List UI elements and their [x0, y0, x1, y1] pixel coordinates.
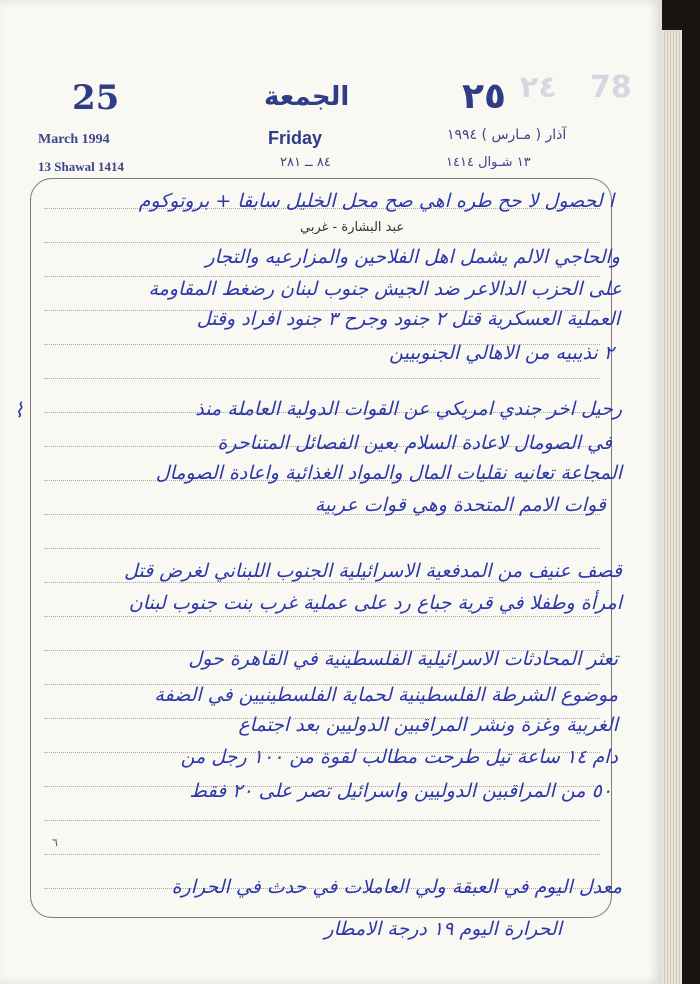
- handwritten-line: امرأة وطفلا في قرية جباع رد على عملية غرب بنت جنوب لبنان: [128, 592, 622, 614]
- handwritten-line: قصف عنيف من المدفعية الاسرائيلية الجنوب اللبناني لغرض قتل: [124, 560, 622, 582]
- ruled-line: [44, 276, 600, 277]
- handwritten-line: والحاجي الالم يشمل اهل الفلاحين والمزارعيه والتجار: [205, 246, 620, 268]
- handwritten-line: موضوع الشرطة الفلسطينية لحماية الفلسطينيين في الضفة: [154, 684, 618, 706]
- page-number: ٦: [52, 836, 58, 849]
- ruled-line: [44, 854, 600, 855]
- stamp-text: عبد البشارة - غربي: [300, 220, 405, 235]
- month-year-arabic: آذار ( مـارس ) ١٩٩٤: [447, 127, 567, 143]
- hijri-date-english: 13 Shawal 1414: [38, 159, 124, 174]
- day-number-english: 25: [72, 78, 120, 118]
- margin-scribble: ⌇: [14, 398, 24, 422]
- ruled-line: [44, 548, 600, 549]
- day-of-year-count: ٨٤ ــ ٢٨١: [280, 155, 331, 170]
- handwritten-line: في الصومال لاعادة السلام بعين الفصائل المتناحرة: [217, 432, 612, 454]
- handwritten-line: دام ١٤ ساعة تيل طرحت مطالب لقوة من ١٠٠ رجل من: [180, 746, 618, 768]
- ruled-line: [44, 582, 600, 583]
- handwritten-line: الغربية وغزة ونشر المراقبين الدوليين بعد اجتماع: [238, 714, 618, 736]
- handwritten-line: ٥٠ من المراقبين الدوليين واسرائيل تصر على ٢٠ فقط: [189, 780, 612, 802]
- handwritten-line: تعثر المحادثات الاسرائيلية الفلسطينية في القاهرة حول: [188, 648, 618, 670]
- handwritten-line: الحرارة اليوم ١٩ درجة الامطار: [324, 918, 562, 940]
- handwritten-line: ٢ نذيبيه من الاهالي الجنوبيين: [389, 342, 614, 364]
- page-edges: [662, 30, 682, 984]
- handwritten-line: معدل اليوم في العبقة ولي العاملات في حدث في الحرارة: [171, 876, 622, 898]
- ruled-line: [44, 616, 600, 617]
- ruled-line: [44, 820, 600, 821]
- ruled-line: [44, 242, 600, 243]
- handwritten-line: المجاعة تعانيه نقليات المال والمواد الغذائية واعادة الصومال: [155, 462, 622, 484]
- weekday-english: Friday: [268, 128, 323, 148]
- month-year-english: March 1994: [38, 132, 110, 147]
- weekday-arabic: الجمعة: [264, 82, 350, 112]
- handwritten-line: ا لحصول لا حح طره اهي صح محل الخليل سابقا + بروتوكوم: [138, 190, 614, 212]
- ruled-line: [44, 378, 600, 379]
- bleed-through-number: 78: [590, 70, 632, 105]
- bleed-through-text: ٢٤: [520, 70, 557, 105]
- day-number-arabic: ٢٥: [462, 76, 506, 117]
- handwritten-line: رحيل اخر جندي امريكي عن القوات الدولية العاملة منذ: [195, 398, 622, 420]
- handwritten-line: على الحزب الدالاعر ضد الجيش جنوب لبنان رضغط المقاومة: [148, 278, 622, 300]
- hijri-date-arabic: ١٣ شـوال ١٤١٤: [446, 155, 531, 170]
- handwritten-line: العملية العسكرية قتل ٢ جنود وجرح ٣ جنود افراد وقتل: [196, 308, 620, 330]
- handwritten-line: قوات الامم المتحدة وهي قوات عربية: [314, 494, 606, 516]
